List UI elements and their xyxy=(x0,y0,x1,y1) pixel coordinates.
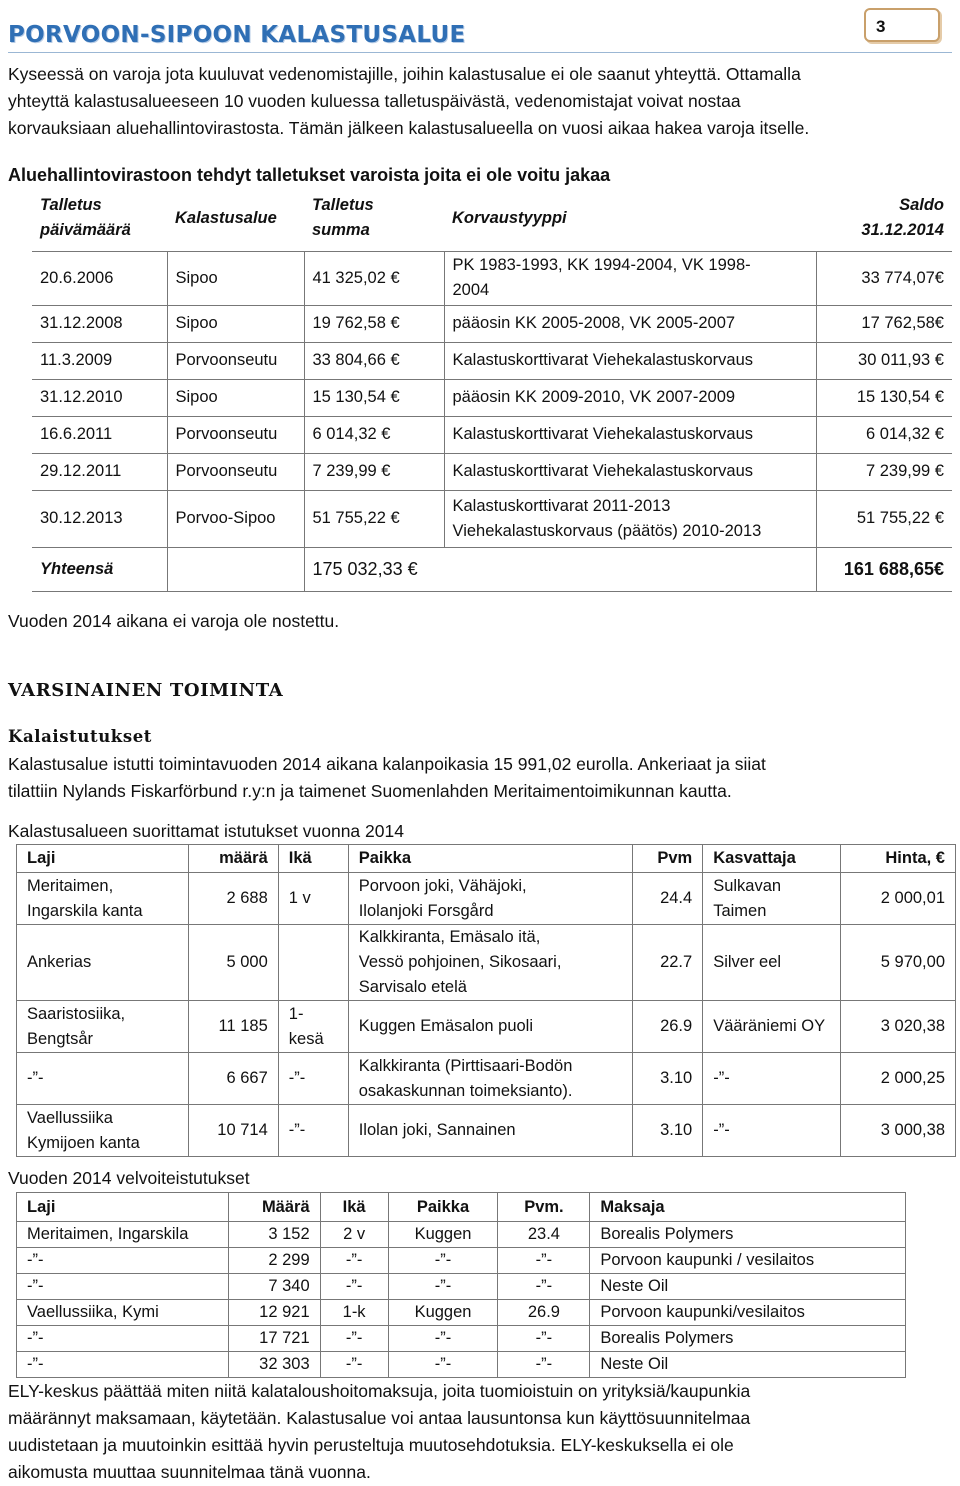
cell-maara: 11 185 xyxy=(188,1001,278,1053)
cell-maara: 2 299 xyxy=(228,1248,320,1274)
cell-saldo: 17 762,58€ xyxy=(816,305,952,342)
cell-paikka: -”- xyxy=(388,1248,498,1274)
cell-maara: 5 000 xyxy=(188,925,278,1001)
cell-maksaja: Borealis Polymers xyxy=(590,1222,906,1248)
cell-ika: 1-kesä xyxy=(278,1001,348,1053)
cell-pvm: 23.4 xyxy=(498,1222,590,1248)
cell-laji: -”- xyxy=(17,1053,189,1105)
cell-sum: 7 239,99 € xyxy=(304,453,444,490)
cell-paikka: Ilolan joki, Sannainen xyxy=(348,1105,633,1157)
cell-ika: 1-k xyxy=(320,1300,388,1326)
cell-hinta: 3 020,38 xyxy=(841,1001,956,1053)
cell-laji: Meritaimen, Ingarskila xyxy=(17,1222,229,1248)
cell-sum: 6 014,32 € xyxy=(304,416,444,453)
table-row xyxy=(32,453,952,490)
cell-maara: 32 303 xyxy=(228,1352,320,1378)
cell-area: Sipoo xyxy=(167,379,304,416)
cell-area: Porvoonseutu xyxy=(167,342,304,379)
cell-paikka: -”- xyxy=(388,1274,498,1300)
cell-date: 31.12.2010 xyxy=(32,379,167,416)
table-row xyxy=(17,1222,906,1248)
cell-pvm: 24.4 xyxy=(633,873,703,925)
table-row xyxy=(17,1274,906,1300)
cell-pvm: 26.9 xyxy=(498,1300,590,1326)
text-line: ELY-keskus päättää miten niitä kalataloushoitomaksuja, joita tuomioistuin on yrityksiä/kaupunkia xyxy=(8,1381,751,1401)
intro-paragraph xyxy=(8,61,952,142)
obligations-heading: Vuoden 2014 velvoiteistutukset xyxy=(8,1168,250,1188)
cell-hinta: 5 970,00 xyxy=(841,925,956,1001)
text-line: aikomusta muuttaa suunnitelmaa tänä vuonna. xyxy=(8,1462,371,1482)
cell-maara: 12 921 xyxy=(228,1300,320,1326)
cell-maara: 7 340 xyxy=(228,1274,320,1300)
cell-type: Kalastuskorttivarat Viehekalastuskorvaus xyxy=(444,342,816,379)
empty-cell xyxy=(167,547,304,591)
cell-maara: 2 688 xyxy=(188,873,278,925)
cell-pvm: 26.9 xyxy=(633,1001,703,1053)
cell-paikka: Kalkkiranta (Pirttisaari-Bodön osakaskunnan toimeksianto). xyxy=(348,1053,633,1105)
table-row xyxy=(17,1248,906,1274)
table-row xyxy=(32,416,952,453)
document-title: PORVOON-SIPOON KALASTUSALUE xyxy=(8,22,466,48)
cell-ika: -”- xyxy=(278,1105,348,1157)
cell-area: Porvoo-Sipoo xyxy=(167,490,304,547)
page-number: 3 xyxy=(864,8,940,42)
cell-kasvattaja: -”- xyxy=(703,1105,841,1157)
cell-saldo: 33 774,07€ xyxy=(816,251,952,305)
cell-maksaja: Borealis Polymers xyxy=(590,1326,906,1352)
cell-maara: 3 152 xyxy=(228,1222,320,1248)
section-title: VARSINAINEN TOIMINTA xyxy=(8,680,284,701)
total-row xyxy=(32,547,952,591)
table-row xyxy=(17,1352,906,1378)
table-row xyxy=(32,251,952,305)
cell-kasvattaja: Silver eel xyxy=(703,925,841,1001)
cell-paikka: Kalkkiranta, Emäsalo itä, Vessö pohjoinen, Sikosaari, Sarvisalo etelä xyxy=(348,925,633,1001)
cell-laji: -”- xyxy=(17,1352,229,1378)
deposits-table xyxy=(32,193,952,592)
cell-type: pääosin KK 2005-2008, VK 2005-2007 xyxy=(444,305,816,342)
table-header-row xyxy=(32,193,952,243)
col-header-pvm: Pvm. xyxy=(498,1193,590,1222)
table-row xyxy=(17,925,956,1001)
cell-saldo: 15 130,54 € xyxy=(816,379,952,416)
text-line: Kalastusalue istutti toimintavuoden 2014 aikana kalanpoikasia 15 991,02 eurolla. Ankeriaat ja siiat xyxy=(8,754,766,774)
col-header-maksaja: Maksaja xyxy=(590,1193,906,1222)
cell-sum: 19 762,58 € xyxy=(304,305,444,342)
page-header xyxy=(8,8,952,52)
col-header-paikka: Paikka xyxy=(348,845,633,873)
cell-maksaja: Porvoon kaupunki / vesilaitos xyxy=(590,1248,906,1274)
cell-hinta: 2 000,25 xyxy=(841,1053,956,1105)
cell-pvm: -”- xyxy=(498,1248,590,1274)
cell-area: Sipoo xyxy=(167,305,304,342)
cell-pvm: -”- xyxy=(498,1352,590,1378)
table-row xyxy=(32,305,952,342)
cell-ika: -”- xyxy=(320,1352,388,1378)
cell-sum: 51 755,22 € xyxy=(304,490,444,547)
text-line: korvauksiaan aluehallintovirastosta. Tämän jälkeen kalastusalueella on vuosi aikaa hakea varoja itselle. xyxy=(8,118,810,138)
cell-date: 20.6.2006 xyxy=(32,251,167,305)
text-line: tilattiin Nylands Fiskarförbund r.y:n ja taimenet Suomenlahden Meritaimentoimikunnan kautta. xyxy=(8,781,732,801)
table-header-row xyxy=(17,845,956,873)
cell-maksaja: Neste Oil xyxy=(590,1274,906,1300)
table-row xyxy=(17,1053,956,1105)
table-row xyxy=(32,342,952,379)
cell-date: 11.3.2009 xyxy=(32,342,167,379)
cell-laji: -”- xyxy=(17,1274,229,1300)
cell-pvm: 3.10 xyxy=(633,1105,703,1157)
cell-maara: 6 667 xyxy=(188,1053,278,1105)
cell-type: Kalastuskorttivarat 2011-2013 Viehekalastuskorvaus (päätös) 2010-2013 xyxy=(444,490,816,547)
deposits-heading: Aluehallintovirastoon tehdyt talletukset varoista joita ei ole voitu jakaa xyxy=(8,165,611,185)
cell-laji: Ankerias xyxy=(17,925,189,1001)
col-header-maara: määrä xyxy=(188,845,278,873)
cell-sum: 33 804,66 € xyxy=(304,342,444,379)
col-header-saldo: Saldo 31.12.2014 xyxy=(861,196,944,239)
col-header-ika: Ikä xyxy=(320,1193,388,1222)
col-header-laji: Laji xyxy=(17,1193,229,1222)
table-row xyxy=(32,379,952,416)
col-header-kasvattaja: Kasvattaja xyxy=(703,845,841,873)
cell-area: Porvoonseutu xyxy=(167,416,304,453)
cell-type: PK 1983-1993, KK 1994-2004, VK 1998- 2004 xyxy=(444,251,816,305)
cell-pvm: -”- xyxy=(498,1326,590,1352)
cell-saldo: 51 755,22 € xyxy=(816,490,952,547)
cell-paikka: -”- xyxy=(388,1326,498,1352)
cell-laji: Vaellussiika Kymijoen kanta xyxy=(17,1105,189,1157)
cell-ika: -”- xyxy=(320,1248,388,1274)
closing-paragraph xyxy=(8,1378,952,1486)
col-header-paikka: Paikka xyxy=(388,1193,498,1222)
col-header-type: Korvaustyyppi xyxy=(452,208,567,227)
cell-laji: -”- xyxy=(17,1248,229,1274)
table-row xyxy=(32,490,952,547)
cell-ika: 1 v xyxy=(278,873,348,925)
cell-saldo: 6 014,32 € xyxy=(816,416,952,453)
cell-laji: Vaellussiika, Kymi xyxy=(17,1300,229,1326)
cell-maksaja: Porvoon kaupunki/vesilaitos xyxy=(590,1300,906,1326)
cell-pvm: 22.7 xyxy=(633,925,703,1001)
text-line: Kyseessä on varoja jota kuuluvat vedenomistajille, joihin kalastusalue ei ole saanut yhteyttä. Ottamalla xyxy=(8,64,801,84)
section-paragraph xyxy=(8,751,952,805)
cell-type: pääosin KK 2009-2010, VK 2007-2009 xyxy=(444,379,816,416)
cell-hinta: 3 000,38 xyxy=(841,1105,956,1157)
cell-type: Kalastuskorttivarat Viehekalastuskorvaus xyxy=(444,453,816,490)
cell-paikka: -”- xyxy=(388,1352,498,1378)
cell-date: 30.12.2013 xyxy=(32,490,167,547)
col-header-laji: Laji xyxy=(17,845,189,873)
col-header-maara: Määrä xyxy=(228,1193,320,1222)
cell-type: Kalastuskorttivarat Viehekalastuskorvaus xyxy=(444,416,816,453)
cell-paikka: Porvoon joki, Vähäjoki, Ilolanjoki Forsgård xyxy=(348,873,633,925)
col-header-area: Kalastusalue xyxy=(175,208,277,227)
cell-paikka: Kuggen xyxy=(388,1300,498,1326)
total-sum: 175 032,33 € xyxy=(304,547,816,591)
cell-hinta: 2 000,01 xyxy=(841,873,956,925)
cell-laji: -”- xyxy=(17,1326,229,1352)
header-rule xyxy=(8,52,952,53)
cell-paikka: Kuggen xyxy=(388,1222,498,1248)
col-header-pvm: Pvm xyxy=(633,845,703,873)
cell-pvm: 3.10 xyxy=(633,1053,703,1105)
total-label: Yhteensä xyxy=(32,547,167,591)
cell-kasvattaja: Sulkavan Taimen xyxy=(703,873,841,925)
cell-area: Porvoonseutu xyxy=(167,453,304,490)
cell-maksaja: Neste Oil xyxy=(590,1352,906,1378)
cell-saldo: 30 011,93 € xyxy=(816,342,952,379)
section-subtitle: Kalaistutukset xyxy=(8,727,153,746)
obligations-table xyxy=(16,1192,906,1378)
cell-ika: 2 v xyxy=(320,1222,388,1248)
cell-laji: Meritaimen, Ingarskila kanta xyxy=(17,873,189,925)
deposits-note: Vuoden 2014 aikana ei varoja ole nostettu. xyxy=(8,611,340,631)
col-header-sum: Talletus summa xyxy=(312,196,374,239)
cell-ika: -”- xyxy=(278,1053,348,1105)
table-header-row xyxy=(17,1193,906,1222)
text-line: määrännyt maksamaan, käytetään. Kalastusalue voi antaa lausuntonsa kun käyttösuunnitelmaa xyxy=(8,1408,751,1428)
col-header-ika: Ikä xyxy=(278,845,348,873)
stocking-heading: Kalastusalueen suorittamat istutukset vuonna 2014 xyxy=(8,821,404,841)
cell-kasvattaja: Vääräniemi OY xyxy=(703,1001,841,1053)
cell-ika xyxy=(278,925,348,1001)
cell-maara: 10 714 xyxy=(188,1105,278,1157)
cell-laji: Saaristosiika, Bengtsår xyxy=(17,1001,189,1053)
cell-ika: -”- xyxy=(320,1274,388,1300)
total-saldo: 161 688,65€ xyxy=(816,547,952,591)
cell-kasvattaja: -”- xyxy=(703,1053,841,1105)
cell-sum: 15 130,54 € xyxy=(304,379,444,416)
table-row xyxy=(17,1001,956,1053)
cell-ika: -”- xyxy=(320,1326,388,1352)
table-row xyxy=(17,1326,906,1352)
text-line: yhteyttä kalastusalueeseen 10 vuoden kuluessa talletuspäivästä, vedenomistajat voivat nostaa xyxy=(8,91,741,111)
col-header-hinta: Hinta, € xyxy=(841,845,956,873)
cell-pvm: -”- xyxy=(498,1274,590,1300)
cell-date: 31.12.2008 xyxy=(32,305,167,342)
cell-sum: 41 325,02 € xyxy=(304,251,444,305)
stocking-table xyxy=(16,844,956,1157)
table-row xyxy=(17,1300,906,1326)
cell-maara: 17 721 xyxy=(228,1326,320,1352)
cell-date: 29.12.2011 xyxy=(32,453,167,490)
table-row xyxy=(17,1105,956,1157)
text-line: uudistetaan ja muutoinkin esittää hyvin perusteltuja muutosehdotuksia. ELY-keskuksella ei ole xyxy=(8,1435,734,1455)
cell-date: 16.6.2011 xyxy=(32,416,167,453)
col-header-date: Talletus päivämäärä xyxy=(40,196,131,239)
cell-paikka: Kuggen Emäsalon puoli xyxy=(348,1001,633,1053)
cell-saldo: 7 239,99 € xyxy=(816,453,952,490)
cell-area: Sipoo xyxy=(167,251,304,305)
table-row xyxy=(17,873,956,925)
